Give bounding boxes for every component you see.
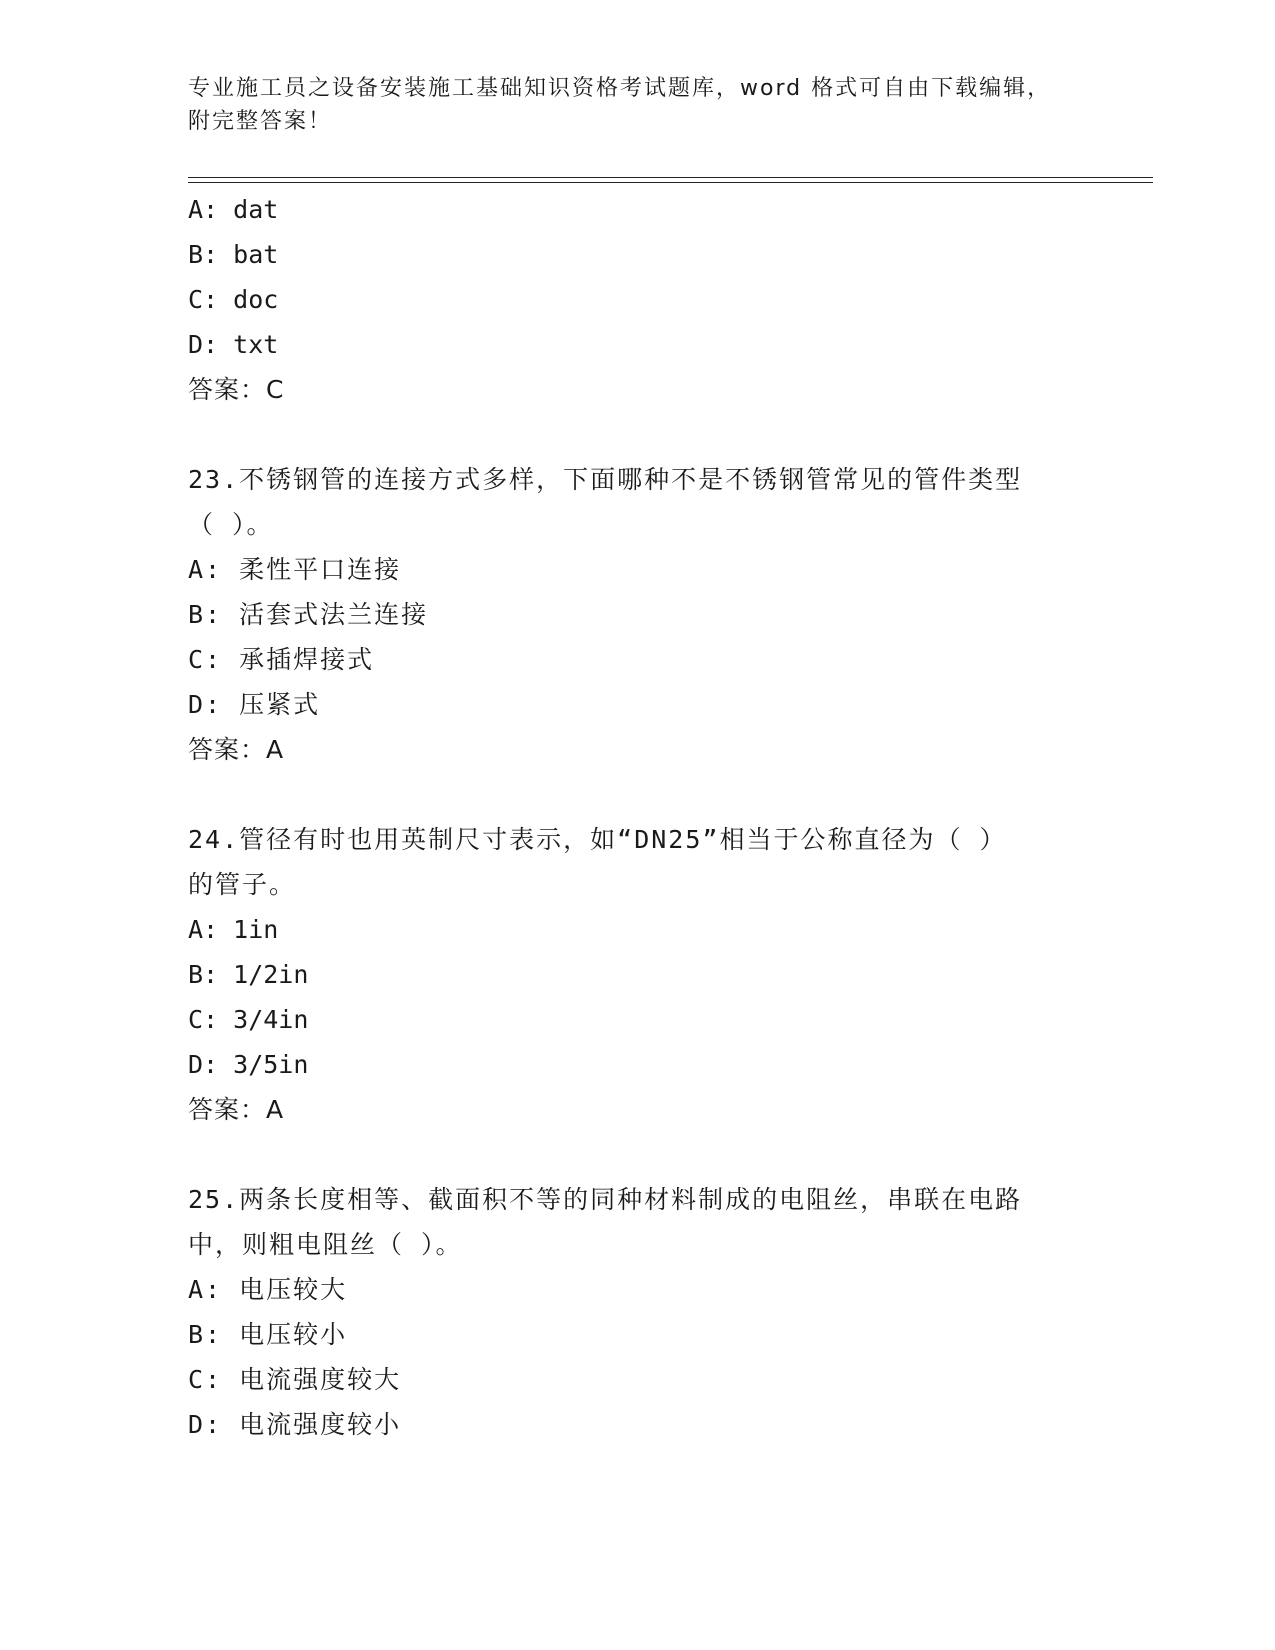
q23-stem-line-2: （ ）。 [188, 510, 274, 539]
q23-stem-line-1: 23.不锈钢管的连接方式多样，下面哪种不是不锈钢管常见的管件类型 [188, 465, 1023, 494]
q23-option-a: A: 柔性平口连接 [188, 555, 402, 584]
q22-option-c: C: doc [188, 285, 279, 314]
q23-option-c: C: 承插焊接式 [188, 645, 375, 674]
q24-option-b: B: 1/2in [188, 960, 309, 989]
q25-option-d: D: 电流强度较小 [188, 1410, 402, 1439]
q24-option-d: D: 3/5in [188, 1050, 309, 1079]
q23-option-b: B: 活套式法兰连接 [188, 600, 429, 629]
q22-option-b: B: bat [188, 240, 279, 269]
header-rule-bottom [188, 182, 1153, 183]
q25-stem-line-1: 25.两条长度相等、截面积不等的同种材料制成的电阻丝，串联在电路 [188, 1185, 1023, 1214]
q24-stem-line-1: 24.管径有时也用英制尺寸表示，如“DN25”相当于公称直径为（ ） [188, 825, 1007, 854]
header-line-1: 专业施工员之设备安装施工基础知识资格考试题库，word 格式可自由下载编辑， [188, 76, 1052, 101]
header-line-2: 附完整答案！ [188, 109, 333, 134]
q22-answer: 答案：C [188, 375, 285, 404]
q25-option-a: A: 电压较大 [188, 1275, 348, 1304]
q24-answer: 答案：A [188, 1095, 285, 1124]
q23-answer: 答案：A [188, 735, 285, 764]
q23-option-d: D: 压紧式 [188, 690, 321, 719]
document-header [188, 72, 1088, 138]
q25-stem-line-2: 中，则粗电阻丝（ ）。 [188, 1230, 463, 1259]
q25-option-b: B: 电压较小 [188, 1320, 348, 1349]
q25-option-c: C: 电流强度较大 [188, 1365, 402, 1394]
q24-option-a: A: 1in [188, 915, 279, 944]
q24-option-c: C: 3/4in [188, 1005, 309, 1034]
q22-option-a: A: dat [188, 195, 279, 224]
q22-option-d: D: txt [188, 330, 279, 359]
header-rule-top [188, 177, 1153, 178]
q24-stem-line-2: 的管子。 [188, 870, 297, 899]
